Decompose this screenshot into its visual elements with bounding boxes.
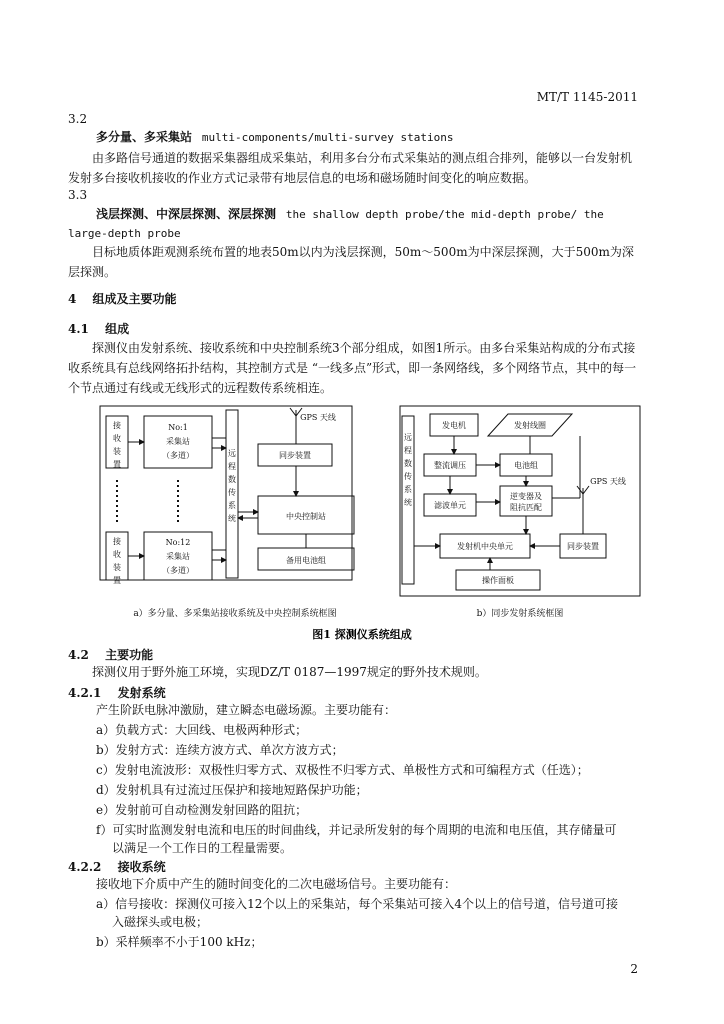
station-1-sub: （多道） [162,451,194,460]
station-1-label: 采集站 [166,437,190,446]
transmit-coil-label: 发射线圈 [514,421,546,430]
section-4-2-paragraph: 探测仪用于野外施工环境，实现DZ/T 0187—1997规定的野外技术规则。 [92,665,487,679]
right-remote-label: 远程数传系统 [404,433,412,507]
list-item: a）负载方式：大回线、电极两种形式； [96,723,308,737]
figure-1 [60,398,660,648]
section-4-2-1-title: 发射系统 [117,686,166,700]
filter-label: 滤波单元 [434,501,466,510]
section-4-2-2-title: 接收系统 [117,860,166,874]
standard-code: MT/T 1145-2011 [536,90,638,104]
list-item: f）可实时监测发射电流和电压的时间曲线，并记录所发射的每个周期的电流和电压值，其存储量可 [96,823,617,837]
right-gps-label: GPS 天线 [590,477,626,486]
rectifier-label: 整流调压 [434,461,466,470]
receive-device-bottom-label: 接收装置 [113,537,121,585]
section-4-2-2-heading [68,858,166,875]
battery-pack-label: 电池组 [514,461,538,470]
tx-central-label: 发射机中央单元 [457,542,513,551]
section-4-heading [68,290,177,307]
list-item: b）发射方式：连续方波方式、单次方波方式； [96,743,344,757]
right-caption: b）同步发射系统框图 [476,609,564,619]
section-3-2-term [96,128,640,147]
section-3-3-definition: 目标地质体距观测系统布置的地表50m以内为浅层探测，50m～500m为中深层探测，大于500m为深层探测。 [68,245,634,279]
list-item: d）发射机具有过流过压保护和接地短路保护功能； [96,783,368,797]
section-4-2-1-heading [68,684,166,701]
section-4-1-title: 组成 [105,322,130,336]
section-4-number: 4 [68,292,77,306]
section-4-2-2-intro: 接收地下介质中产生的随时间变化的二次电磁场信号。主要功能有： [96,877,457,891]
left-caption: a）多分量、多采集站接收系统及中央控制系统框图 [133,609,337,619]
section-4-2-number: 4.2 [68,648,89,662]
term-en: multi-components/multi-survey stations [201,131,454,144]
left-remote-label: 远程数传系统 [228,449,236,523]
section-4-2-heading [68,646,153,663]
list-item: a）信号接收：探测仪可接入12个以上的采集站，每个采集站可接入4个以上的信号道，信号道可接 [96,897,619,911]
section-4-1-heading [68,320,129,337]
station-12-title: No:12 [165,538,191,547]
list-item: e）发射前可自动检测发射回路的阻抗； [96,803,308,817]
section-4-1-paragraph: 探测仪由发射系统、接收系统和中央控制系统3个部分组成，如图1所示。由多台采集站构成的分布式接收系统具有总线网络拓扑结构，其控制方式是 “一线多点”形式，即一条网络线，多个网络节点，其中的每一个节点通过有线或无线形式的远程数传系统相连。 [68,341,637,395]
left-gps-label: GPS 天线 [300,413,336,422]
control-panel-label: 操作面板 [482,576,514,585]
inverter-label: 逆变器及阻抗匹配 [510,492,542,512]
figure-title: 图1 探测仪系统组成 [312,628,412,641]
term-en: the shallow depth probe/the mid-depth probe/ the large-depth probe [68,208,604,240]
central-station-label: 中央控制站 [286,512,326,521]
station-1-title: No:1 [168,423,188,432]
station-12-sub: （多道） [162,566,194,575]
station-12-label: 采集站 [166,552,190,561]
section-4-2-2-number: 4.2.2 [68,860,102,874]
section-3-2-number: 3.2 [68,112,88,126]
generator-label: 发电机 [442,421,466,430]
list-item: b）采样频率不小于100 kHz； [96,935,263,949]
section-4-2-title: 主要功能 [105,648,154,662]
right-sync-label: 同步装置 [567,542,599,551]
section-4-2-1-intro: 产生阶跃电脉冲激励，建立瞬态电磁场源。主要功能有： [96,703,397,717]
section-4-1-number: 4.1 [68,322,89,336]
receive-device-top-label: 接收装置 [113,421,121,469]
term-zh: 浅层探测、中深层探测、深层探测 [96,207,277,221]
term-zh: 多分量、多采集站 [96,130,193,144]
section-4-2-1-number: 4.2.1 [68,686,102,700]
section-3-3-term [68,205,640,243]
section-3-2-definition: 由多路信号通道的数据采集器组成采集站，利用多台分布式采集站的测点组合排列，能够以一台发射机发射多台接收机接收的作业方式记录带有地层信息的电场和磁场随时间变化的响应数据。 [68,151,633,185]
page-number: 2 [630,962,638,976]
list-item-continuation: 入磁探头或电极； [112,915,209,929]
section-4-title: 组成及主要功能 [92,292,177,306]
list-item-continuation: 以满足一个工作日的工程量需要。 [112,841,293,855]
backup-battery-label: 备用电池组 [286,556,326,565]
section-3-3-number: 3.3 [68,188,88,202]
left-sync-label: 同步装置 [279,451,311,460]
list-item: c）发射电流波形：双极性归零方式、双极性不归零方式、单极性方式和可编程方式（任选）； [96,763,589,777]
